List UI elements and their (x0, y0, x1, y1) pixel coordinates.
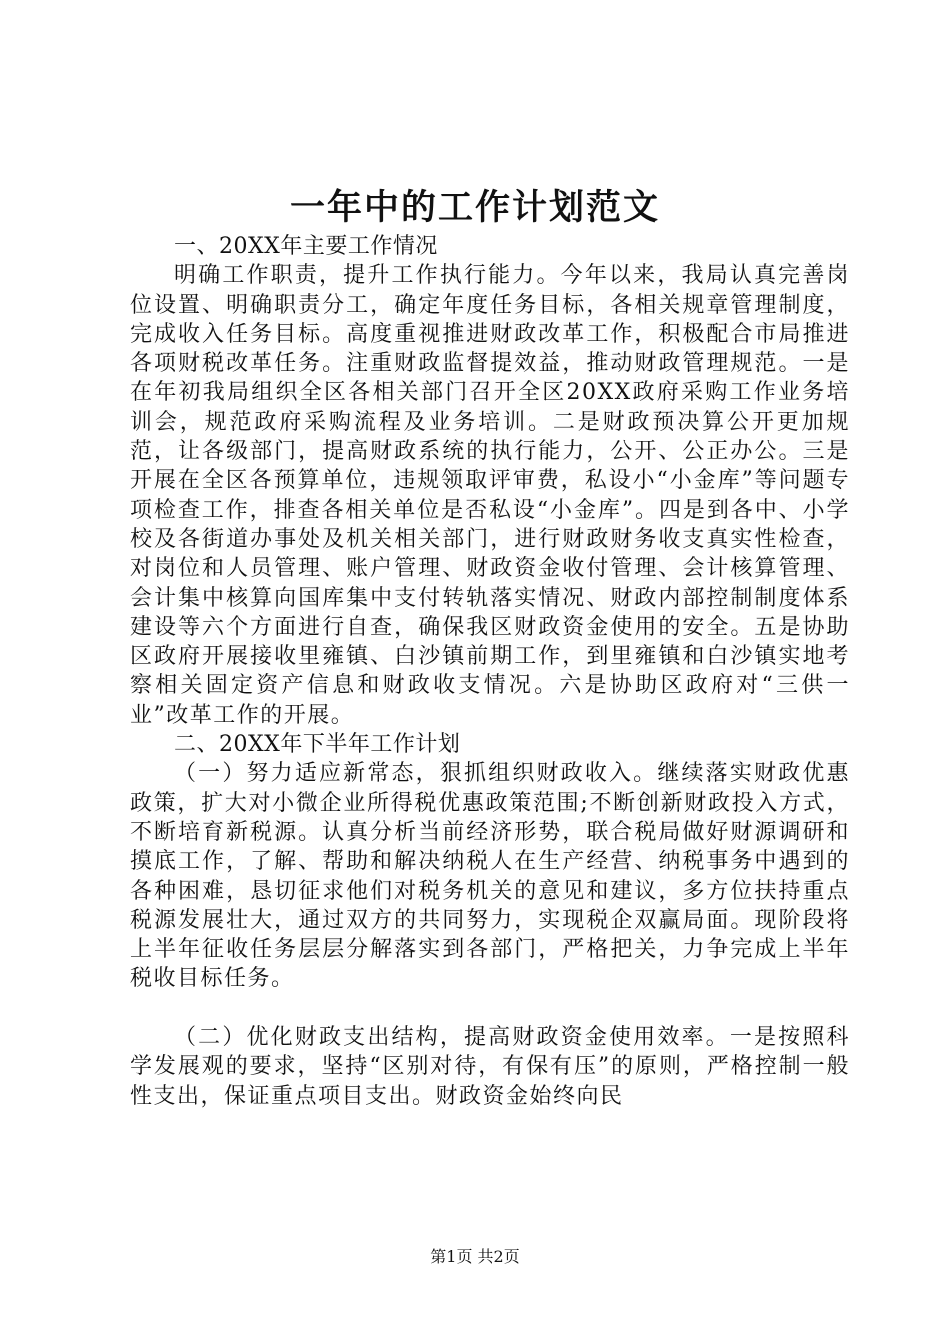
page-footer: 第1页 共2页 (430, 1247, 520, 1266)
paragraph-plan-item-1: （一）努力适应新常态，狠抓组织财政收入。继续落实财政优惠政策，扩大对小微企业所得税优惠政策范围;不断创新财政投入方式，不断培育新税源。认真分析当前经济形势，联合税局做好财源调研和摸底工作，了解、帮助和解决纳税人在生产经营、纳税事务中遇到的各种困难，恳切征求他们对税务机关的意见和建议，多方位扶持重点税源发展壮大，通过双方的共同努力，实现税企双赢局面。现阶段将上半年征收任务层层分解落实到各部门，严格把关，力争完成上半年税收目标任务。 (130, 761, 850, 992)
section-heading-2: 二、20XX年下半年工作计划 (174, 732, 461, 758)
document-title: 一年中的工作计划范文 (289, 187, 660, 228)
section-heading-1: 一、20XX年主要工作情况 (174, 234, 438, 259)
paragraph-work-summary: 明确工作职责，提升工作执行能力。今年以来，我局认真完善岗位设置、明确职责分工，确定年度任务目标，各相关规章管理制度，完成收入任务目标。高度重视推进财政改革工作，积极配合市局推进各项财税改革任务。注重财政监督提效益，推动财政管理规范。一是在年初我局组织全区各相关部门召开全区20XX政府采购工作业务培训会，规范政府采购流程及业务培训。二是财政预决算公开更加规范，让各级部门，提高财政系统的执行能力，公开、公正办公。三是开展在全区各预算单位，违规领取评审费，私设小“小金库”等问题专项检查工作，排查各相关单位是否私设“小金库”。四是到各中、小学校及各街道办事处及机关相关部门，进行财政财务收支真实性检查，对岗位和人员管理、账户管理、财政资金收付管理、会计核算管理、会计集中核算向国库集中支付转轨落实情况、财政内部控制制度体系建设等六个方面进行自查，确保我区财政资金使用的安全。五是协助区政府开展接收里雍镇、白沙镇前期工作，到里雍镇和白沙镇实地考察相关固定资产信息和财政收支情况。六是协助区政府对“三供一业”改革工作的开展。 (130, 263, 850, 728)
paragraph-spacer (130, 994, 850, 1023)
paragraph-plan-item-2: （二）优化财政支出结构，提高财政资金使用效率。一是按照科学发展观的要求，坚持“区别对待，有保有压”的原则，严格控制一般性支出，保证重点项目支出。财政资金始终向民 (130, 1025, 850, 1109)
document-body (130, 232, 850, 1111)
